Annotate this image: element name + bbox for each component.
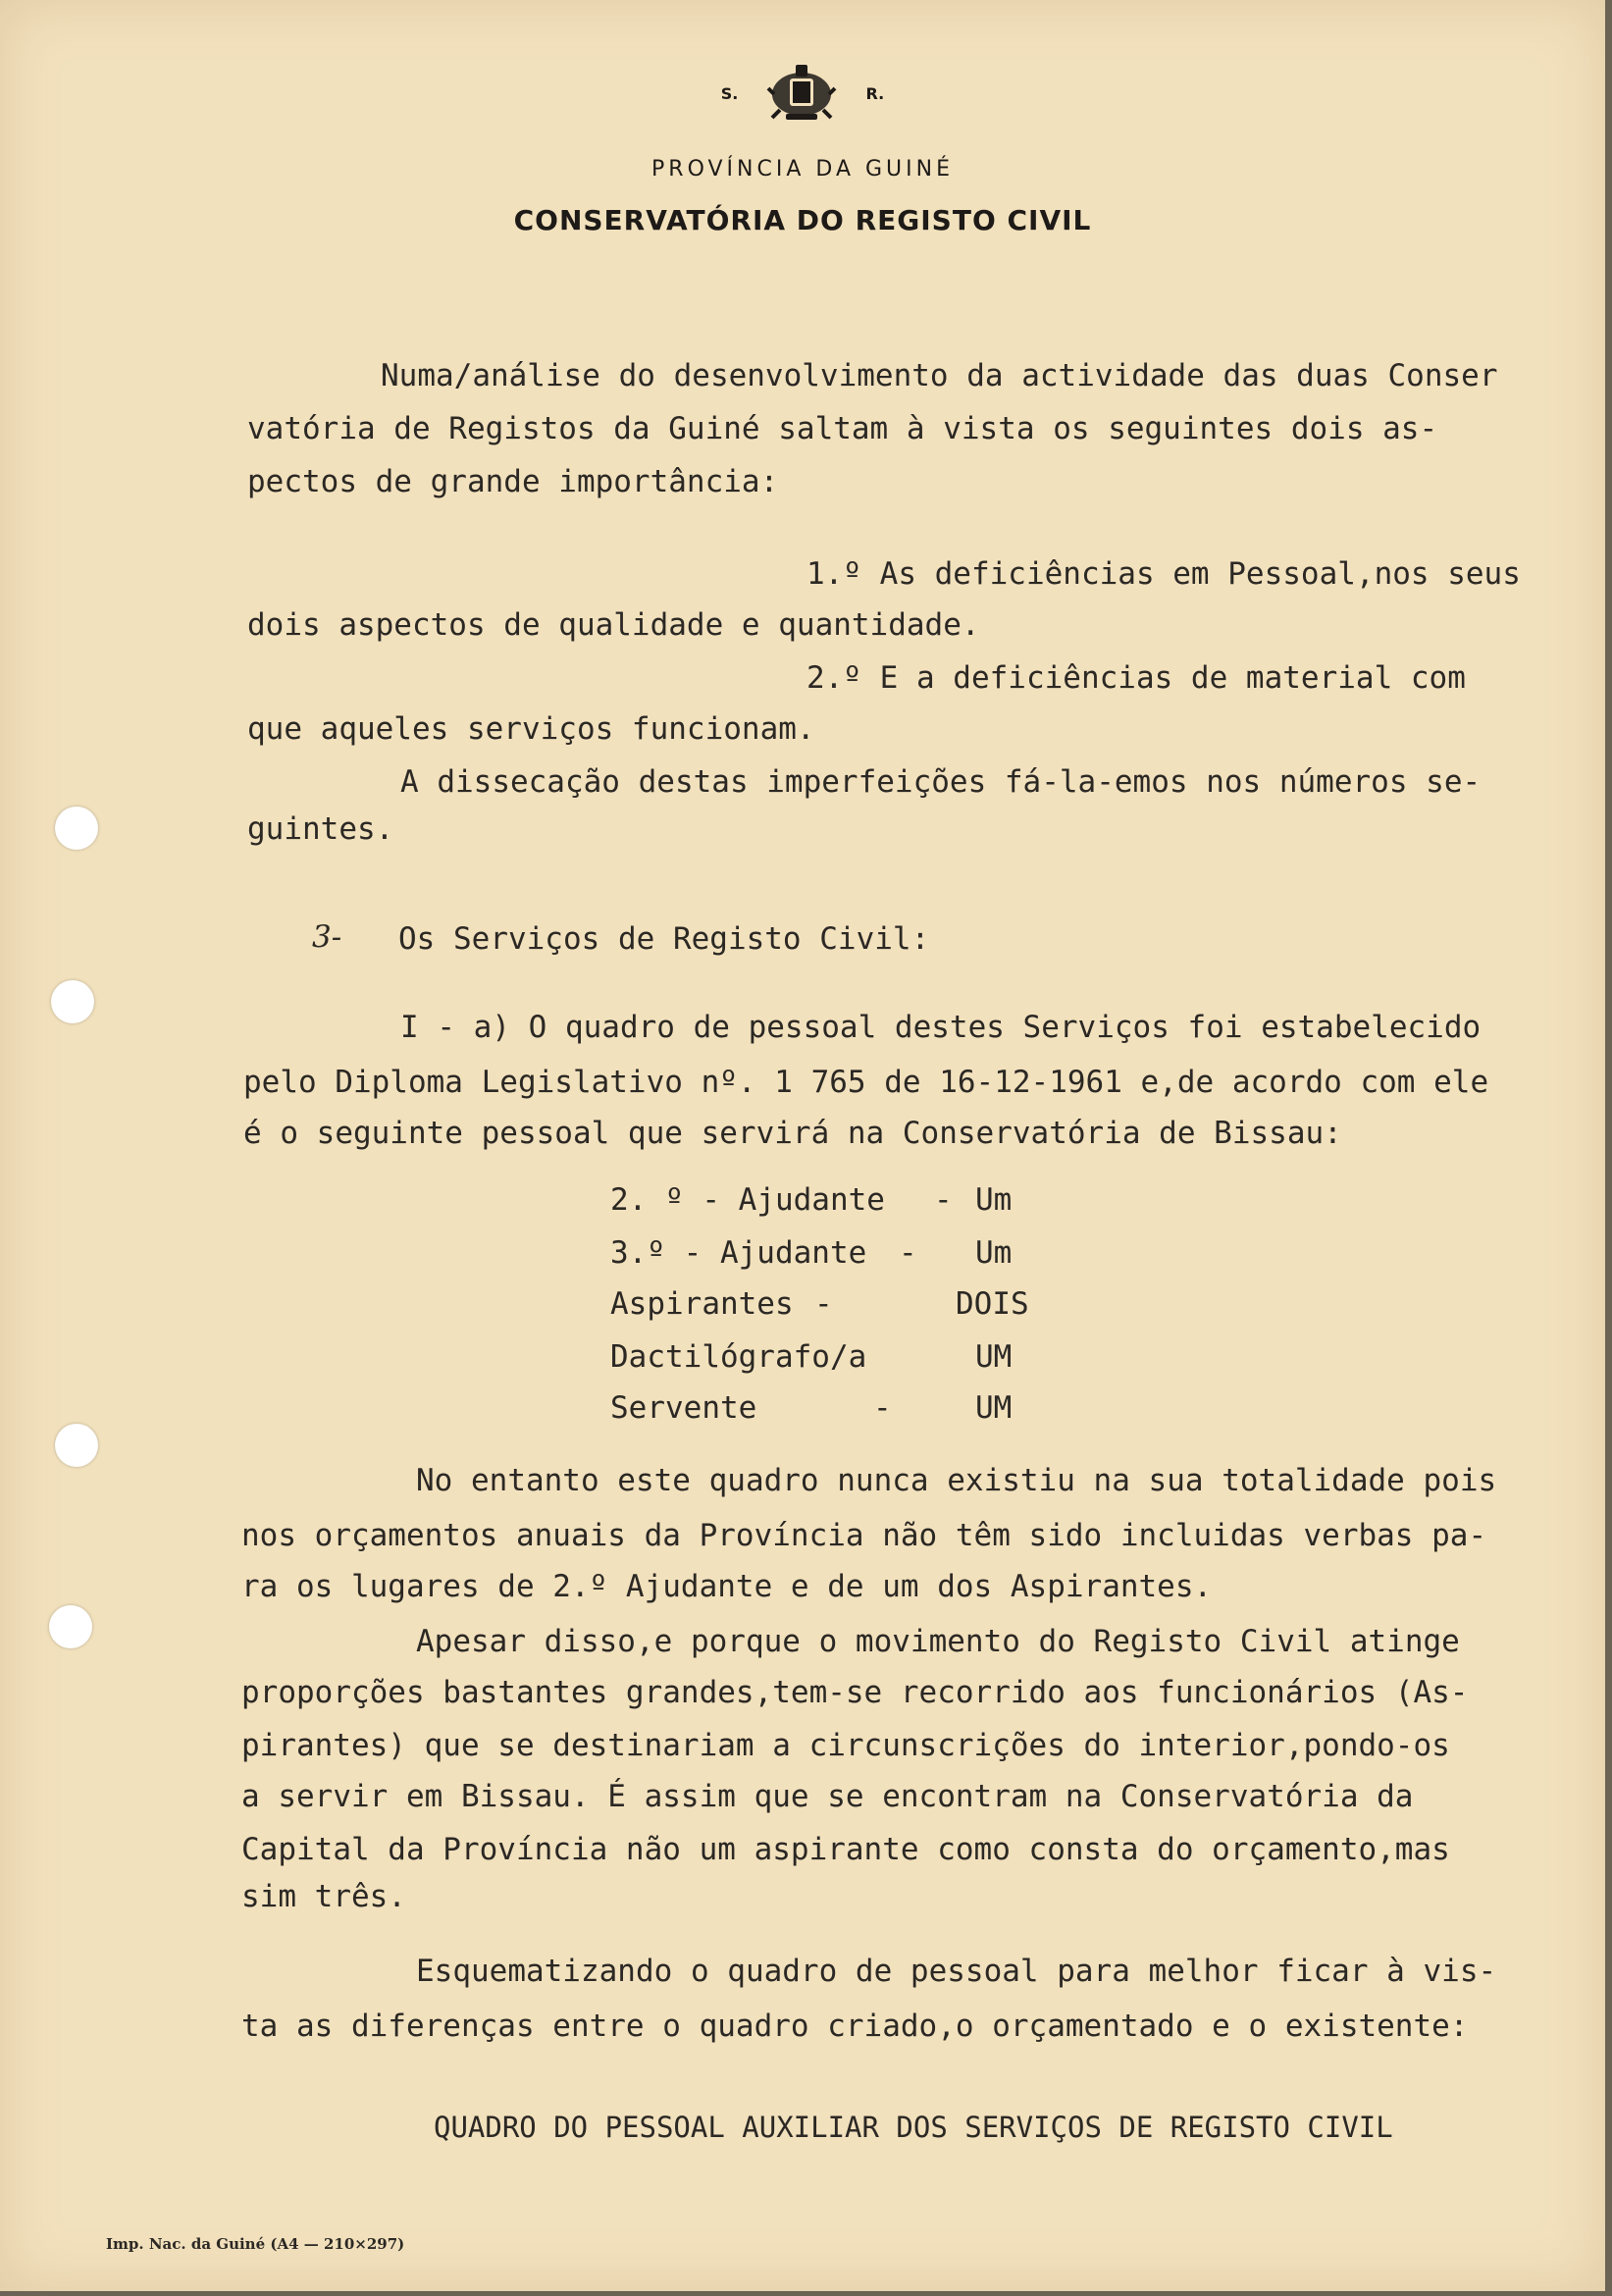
right-initial: R. xyxy=(865,83,885,103)
staff-role: Dactilógrafo/a xyxy=(610,1339,867,1375)
staff-separator: - xyxy=(934,1182,953,1218)
paragraph-c-line: proporções bastantes grandes,tem-se recorrido aos funcionários (As- xyxy=(241,1675,1469,1710)
paragraph-d-line: Esquematizando o quadro de pessoal para melhor ficar à vis- xyxy=(416,1954,1497,1989)
intro-line: pectos de grande importância: xyxy=(247,464,779,499)
letterhead-seal-row xyxy=(0,61,1605,130)
left-initial: S. xyxy=(720,83,739,103)
intro-line: vatória de Registos da Guiné saltam à vista os seguintes dois as- xyxy=(247,411,1438,446)
staff-count: UM xyxy=(975,1390,1013,1426)
province-name: PROVÍNCIA DA GUINÉ xyxy=(651,157,954,182)
coat-of-arms-emblem xyxy=(766,61,837,126)
paragraph-a-line: pelo Diploma Legislativo nº. 1 765 de 16-12-1961 e,de acordo com ele xyxy=(243,1065,1489,1100)
staff-count: DOIS xyxy=(956,1286,1029,1322)
punch-hole xyxy=(55,807,98,850)
aspect-line: 1.º As deficiências em Pessoal,nos seus xyxy=(806,556,1521,592)
staff-role: 3.º - Ajudante xyxy=(610,1235,867,1271)
paragraph-a-line: é o seguinte pessoal que servirá na Conservatória de Bissau: xyxy=(243,1116,1342,1151)
section-title: Os Serviços de Registo Civil: xyxy=(398,921,930,957)
paragraph-b-line: nos orçamentos anuais da Província não têm sido incluidas verbas pa- xyxy=(241,1518,1487,1553)
punch-hole xyxy=(51,980,94,1023)
staff-count: Um xyxy=(975,1235,1013,1271)
staff-separator: - xyxy=(814,1286,833,1322)
table-heading: QUADRO DO PESSOAL AUXILIAR DOS SERVIÇOS DE REGISTO CIVIL xyxy=(434,2111,1393,2144)
aspect-line: que aqueles serviços funcionam. xyxy=(247,711,815,747)
paragraph-b-line: No entanto este quadro nunca existiu na sua totalidade pois xyxy=(416,1463,1497,1498)
paragraph-c-line: pirantes) que se destinariam a circunscrições do interior,pondo-os xyxy=(241,1728,1450,1763)
aspect-line: dois aspectos de qualidade e quantidade. xyxy=(247,607,980,643)
paragraph-c-line: Apesar disso,e porque o movimento do Registo Civil atinge xyxy=(416,1624,1460,1659)
office-name: CONSERVATÓRIA DO REGISTO CIVIL xyxy=(513,204,1092,236)
paragraph-c-line: a servir em Bissau. É assim que se encontram na Conservatória da xyxy=(241,1779,1414,1814)
intro-line: Numa/análise do desenvolvimento da actividade das duas Conser xyxy=(381,358,1498,393)
aspect-line: A dissecação destas imperfeições fá-la-emos nos números se- xyxy=(400,764,1482,800)
paragraph-c-line: Capital da Província não um aspirante como consta do orçamento,mas xyxy=(241,1832,1450,1867)
punch-hole xyxy=(55,1424,98,1467)
page-bottom-edge xyxy=(0,2291,1612,2296)
staff-count: UM xyxy=(975,1339,1013,1375)
staff-separator: - xyxy=(873,1390,892,1426)
staff-separator: - xyxy=(899,1235,917,1271)
aspect-line: 2.º E a deficiências de material com xyxy=(806,660,1466,696)
staff-role: 2. º - Ajudante xyxy=(610,1182,885,1218)
paragraph-a-line: I - a) O quadro de pessoal destes Serviços foi estabelecido xyxy=(400,1010,1482,1045)
punch-hole xyxy=(49,1605,92,1648)
staff-role: Servente xyxy=(610,1390,757,1426)
paragraph-b-line: ra os lugares de 2.º Ajudante e de um dos Aspirantes. xyxy=(241,1569,1213,1604)
section-number: 3- xyxy=(312,919,342,955)
printer-footer: Imp. Nac. da Guiné (A4 — 210×297) xyxy=(106,2235,405,2253)
paragraph-d-line: ta as diferenças entre o quadro criado,o orçamentado e o existente: xyxy=(241,2009,1469,2044)
paragraph-c-line: sim três. xyxy=(241,1879,406,1914)
aspect-line: guintes. xyxy=(247,811,394,847)
page-edge xyxy=(1605,0,1612,2296)
staff-count: Um xyxy=(975,1182,1013,1218)
staff-role: Aspirantes xyxy=(610,1286,794,1322)
